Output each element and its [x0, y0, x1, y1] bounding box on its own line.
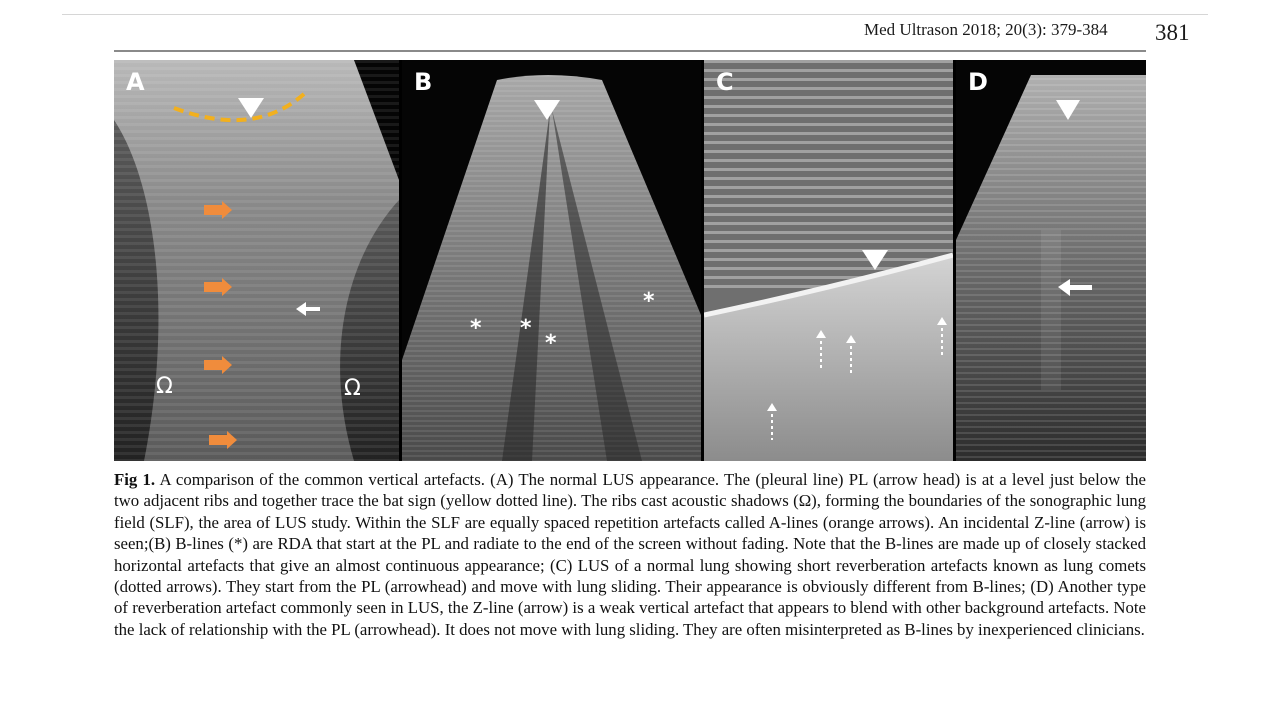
header-rule — [114, 50, 1146, 52]
omega-right-label: Ω — [344, 376, 361, 401]
panel-c-ultrasound-image — [704, 60, 953, 461]
caption-label: Fig 1. — [114, 470, 156, 489]
caption-text: A comparison of the common vertical artefacts. (A) The normal LUS appearance. The (pleural line) PL (arrow head) is at a level just below the two adjacent ribs and together trace the bat sign (yellow dotted line). The ribs cast acoustic shadows (Ω), forming the boundaries of the sonographic lung field (SLF), the area of LUS study. Within the SLF are equally spaced repetition artefacts called A-lines (orange arrows). An incidental Z-line (arrow) is seen;(B) B-lines (*) are RDA that start at the PL and radiate to the end of the screen without fading. Note that the B-lines are made up of closely stacked horizontal artefacts that give an almost continuous appearance; (C) LUS of a normal lung showing short reverberation artefacts known as lung comets (dotted arrows). They start from the PL (arrowhead) and move with lung sliding. Their appearance is obviously different from B-lines; (D) Another type of reverberation artefact commonly seen in LUS, the Z-line (arrow) is a weak vertical artefact that appears to blend with other background artefacts. Note the lack of relationship with the PL (arrowhead). It does not move with lung sliding. They are often misinterpreted as B-lines by inexperienced clinicians. — [114, 470, 1146, 639]
b-line-asterisk: * — [643, 289, 655, 314]
panel-label-b: B — [414, 68, 433, 96]
panel-label-c: C — [716, 68, 734, 96]
panel-d-ultrasound-image — [956, 60, 1146, 461]
panel-a — [114, 60, 399, 461]
b-line-asterisk: * — [520, 316, 532, 341]
figure-caption — [114, 469, 1146, 640]
panel-a-ultrasound-image — [114, 60, 399, 461]
panel-b-ultrasound-image — [402, 60, 701, 461]
panel-c — [704, 60, 953, 461]
panel-b — [402, 60, 701, 461]
panel-d — [956, 60, 1146, 461]
b-line-asterisk: * — [470, 316, 482, 341]
b-line-asterisk: * — [545, 331, 557, 356]
panel-label-d: D — [968, 68, 988, 96]
panel-label-a: A — [126, 68, 145, 96]
figure-1 — [114, 60, 1146, 461]
page-number: 381 — [1155, 20, 1190, 45]
journal-reference: Med Ultrason 2018; 20(3): 379-384 — [864, 20, 1108, 39]
omega-left-label: Ω — [156, 374, 173, 399]
top-rule — [62, 14, 1208, 15]
